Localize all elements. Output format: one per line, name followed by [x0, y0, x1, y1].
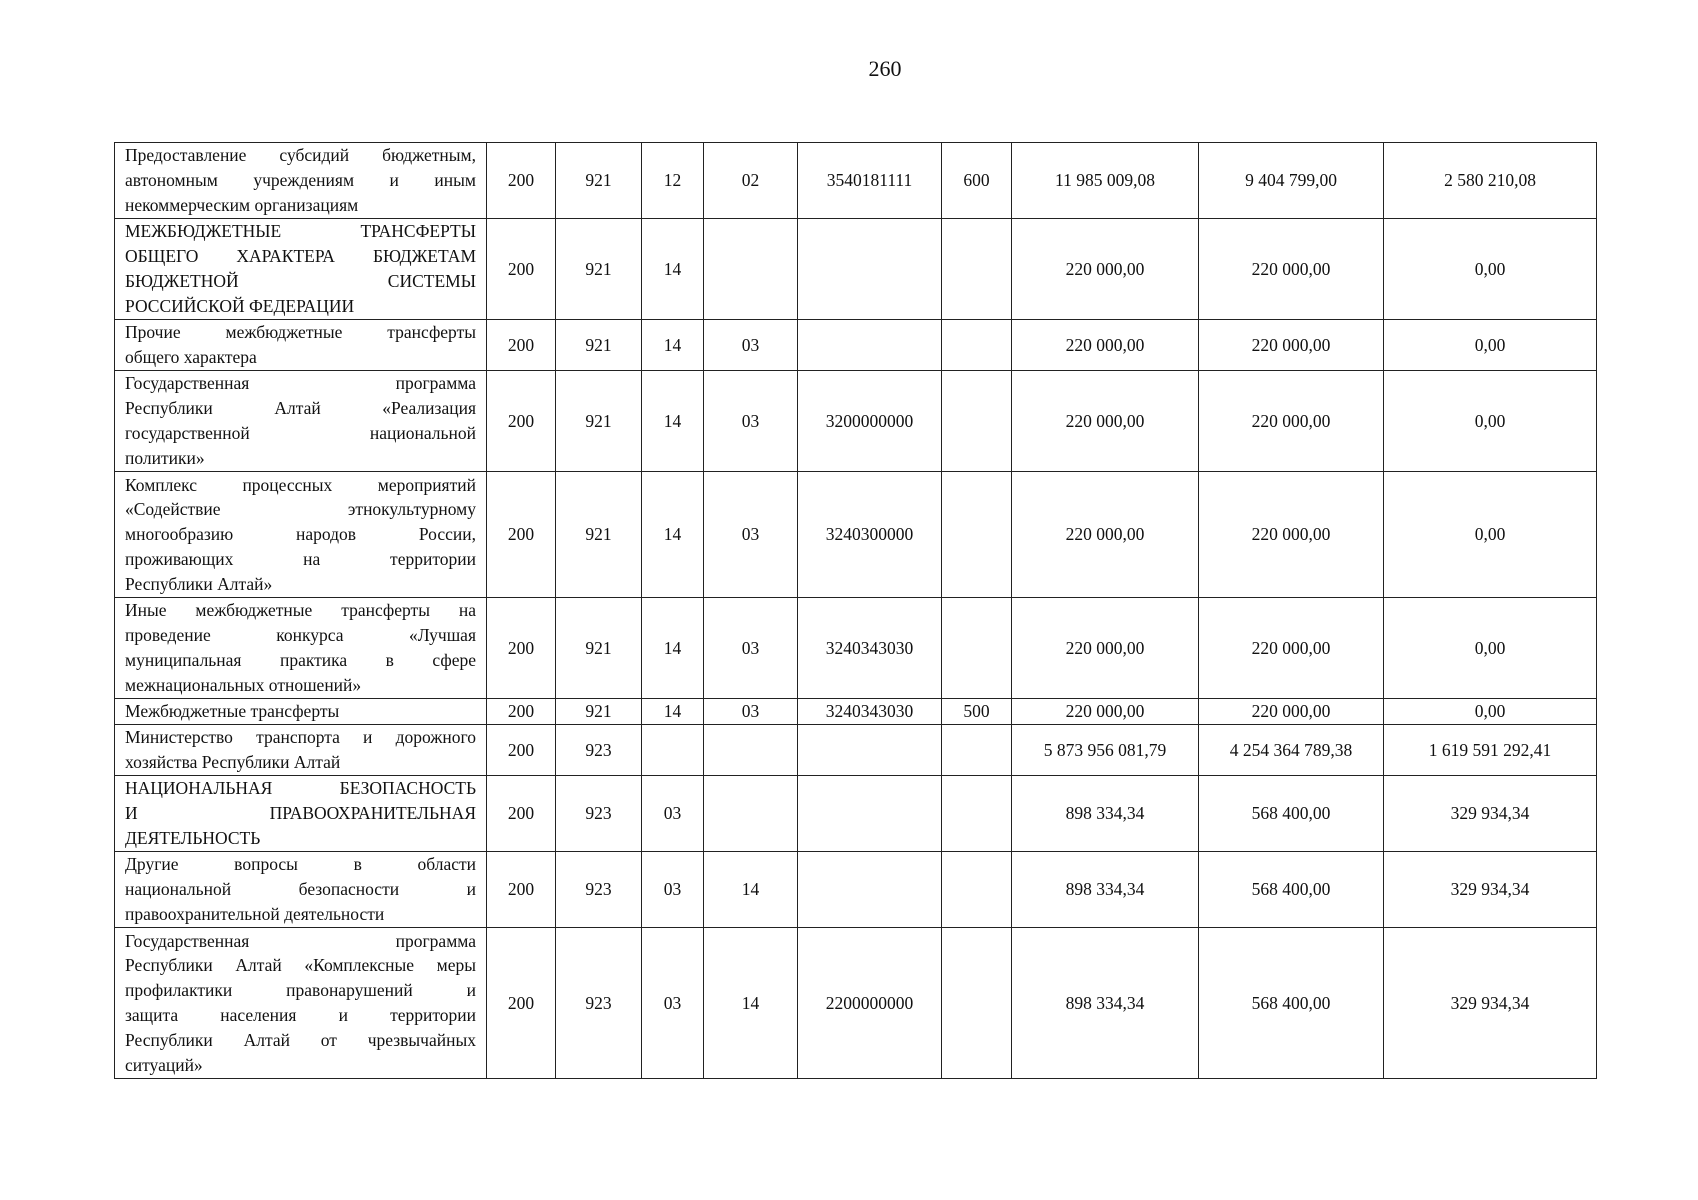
sum1-cell: 220 000,00 — [1012, 219, 1199, 320]
sum1-cell: 11 985 009,08 — [1012, 143, 1199, 219]
section-cell: 12 — [642, 143, 704, 219]
vr-cell — [942, 472, 1012, 598]
name-cell — [115, 699, 487, 725]
table-row — [115, 320, 1597, 371]
table-row — [115, 699, 1597, 725]
name-line: проведение конкурса «Лучшая — [125, 625, 476, 646]
subsection-cell: 03 — [704, 320, 798, 371]
section-cell — [642, 725, 704, 776]
name-line: ситуаций» — [125, 1054, 203, 1075]
name-line: Министерство транспорта и дорожного — [125, 727, 476, 748]
grbs-cell: 923 — [556, 928, 642, 1079]
section-cell: 14 — [642, 699, 704, 725]
name-cell — [115, 776, 487, 852]
sum2-cell: 9 404 799,00 — [1199, 143, 1384, 219]
grbs-cell: 923 — [556, 725, 642, 776]
target-cell: 3240300000 — [798, 472, 942, 598]
sum3-cell: 0,00 — [1384, 320, 1597, 371]
name-line: Республики Алтай «Реализация — [125, 398, 476, 419]
vr-cell — [942, 852, 1012, 928]
name-line: хозяйства Республики Алтай — [125, 752, 341, 772]
table-row — [115, 598, 1597, 699]
subsection-cell: 03 — [704, 472, 798, 598]
name-line: Иные межбюджетные трансферты на — [125, 600, 476, 621]
name-cell — [115, 143, 487, 219]
code-cell: 200 — [487, 320, 556, 371]
name-cell — [115, 928, 487, 1079]
sum2-cell: 220 000,00 — [1199, 598, 1384, 699]
name-cell — [115, 852, 487, 928]
sum3-cell: 0,00 — [1384, 371, 1597, 472]
sum2-cell: 4 254 364 789,38 — [1199, 725, 1384, 776]
sum3-cell: 329 934,34 — [1384, 776, 1597, 852]
target-cell: 3240343030 — [798, 598, 942, 699]
name-line: профилактики правонарушений и — [125, 980, 476, 1001]
section-cell: 03 — [642, 776, 704, 852]
code-cell: 200 — [487, 598, 556, 699]
sum3-cell: 2 580 210,08 — [1384, 143, 1597, 219]
table-row — [115, 371, 1597, 472]
sum1-cell: 220 000,00 — [1012, 472, 1199, 598]
target-cell: 2200000000 — [798, 928, 942, 1079]
sum1-cell: 898 334,34 — [1012, 852, 1199, 928]
name-line: многообразию народов России, — [125, 524, 476, 545]
sum3-cell: 0,00 — [1384, 598, 1597, 699]
subsection-cell: 03 — [704, 598, 798, 699]
sum1-cell: 220 000,00 — [1012, 699, 1199, 725]
vr-cell — [942, 598, 1012, 699]
sum2-cell: 220 000,00 — [1199, 219, 1384, 320]
grbs-cell: 921 — [556, 143, 642, 219]
grbs-cell: 921 — [556, 219, 642, 320]
sum3-cell: 0,00 — [1384, 699, 1597, 725]
sum1-cell: 220 000,00 — [1012, 598, 1199, 699]
section-cell: 03 — [642, 928, 704, 1079]
name-line: РОССИЙСКОЙ ФЕДЕРАЦИИ — [125, 295, 355, 316]
grbs-cell: 923 — [556, 776, 642, 852]
name-line: государственной национальной — [125, 423, 476, 443]
table-row — [115, 852, 1597, 928]
subsection-cell: 14 — [704, 928, 798, 1079]
name-line: НАЦИОНАЛЬНАЯ БЕЗОПАСНОСТЬ — [125, 778, 476, 799]
name-line: И ПРАВООХРАНИТЕЛЬНАЯ — [125, 803, 476, 824]
grbs-cell: 921 — [556, 371, 642, 472]
name-line: Государственная программа — [125, 373, 476, 394]
table-body — [115, 143, 1597, 1079]
subsection-cell — [704, 776, 798, 852]
sum1-cell: 220 000,00 — [1012, 371, 1199, 472]
vr-cell — [942, 725, 1012, 776]
grbs-cell: 923 — [556, 852, 642, 928]
name-line: Межбюджетные трансферты — [125, 701, 340, 722]
sum1-cell: 220 000,00 — [1012, 320, 1199, 371]
name-cell — [115, 320, 487, 371]
code-cell: 200 — [487, 725, 556, 776]
sum2-cell: 220 000,00 — [1199, 472, 1384, 598]
vr-cell — [942, 320, 1012, 371]
code-cell: 200 — [487, 852, 556, 928]
subsection-cell: 14 — [704, 852, 798, 928]
grbs-cell: 921 — [556, 472, 642, 598]
target-cell: 3200000000 — [798, 371, 942, 472]
name-line: проживающих на территории — [125, 548, 476, 569]
name-line: общего характера — [125, 347, 257, 367]
name-line: политики» — [125, 447, 205, 468]
name-line: Республики Алтай от чрезвычайных — [125, 1029, 476, 1050]
sum1-cell: 898 334,34 — [1012, 776, 1199, 852]
sum2-cell: 568 400,00 — [1199, 928, 1384, 1079]
vr-cell — [942, 928, 1012, 1079]
vr-cell — [942, 219, 1012, 320]
name-line: муниципальная практика в сфере — [125, 650, 476, 670]
target-cell: 3240343030 — [798, 699, 942, 725]
table-row — [115, 725, 1597, 776]
name-line: «Содействие этнокультурному — [125, 499, 476, 520]
table-row — [115, 776, 1597, 852]
section-cell: 14 — [642, 598, 704, 699]
code-cell: 200 — [487, 699, 556, 725]
vr-cell — [942, 371, 1012, 472]
sum1-cell: 5 873 956 081,79 — [1012, 725, 1199, 776]
name-line: Предоставление субсидий бюджетным, — [125, 145, 476, 166]
subsection-cell — [704, 725, 798, 776]
sum3-cell: 329 934,34 — [1384, 852, 1597, 928]
section-cell: 14 — [642, 320, 704, 371]
target-cell — [798, 320, 942, 371]
vr-cell: 500 — [942, 699, 1012, 725]
name-cell — [115, 472, 487, 598]
subsection-cell — [704, 219, 798, 320]
name-line: Другие вопросы в области — [125, 854, 476, 875]
section-cell: 14 — [642, 219, 704, 320]
name-line: ОБЩЕГО ХАРАКТЕРА БЮДЖЕТАМ — [125, 246, 476, 267]
name-cell — [115, 598, 487, 699]
grbs-cell: 921 — [556, 598, 642, 699]
section-cell: 14 — [642, 371, 704, 472]
target-cell: 3540181111 — [798, 143, 942, 219]
name-line: некоммерческим организациям — [125, 194, 359, 215]
table-row — [115, 928, 1597, 1079]
vr-cell — [942, 776, 1012, 852]
code-cell: 200 — [487, 219, 556, 320]
section-cell: 03 — [642, 852, 704, 928]
sum3-cell: 0,00 — [1384, 472, 1597, 598]
sum2-cell: 220 000,00 — [1199, 699, 1384, 725]
table-row — [115, 219, 1597, 320]
name-line: Республики Алтай» — [125, 573, 273, 594]
name-line: Комплекс процессных мероприятий — [125, 474, 476, 495]
page-number: 260 — [868, 56, 902, 81]
grbs-cell: 921 — [556, 699, 642, 725]
sum3-cell: 0,00 — [1384, 219, 1597, 320]
name-line: межнациональных отношений» — [125, 674, 362, 695]
name-line: Государственная программа — [125, 930, 476, 951]
target-cell — [798, 219, 942, 320]
name-line: Прочие межбюджетные трансферты — [125, 322, 476, 343]
grbs-cell: 921 — [556, 320, 642, 371]
table-row — [115, 143, 1597, 219]
sum3-cell: 329 934,34 — [1384, 928, 1597, 1079]
code-cell: 200 — [487, 776, 556, 852]
subsection-cell: 02 — [704, 143, 798, 219]
vr-cell: 600 — [942, 143, 1012, 219]
code-cell: 200 — [487, 472, 556, 598]
name-line: МЕЖБЮДЖЕТНЫЕ ТРАНСФЕРТЫ — [125, 221, 476, 242]
sum3-cell: 1 619 591 292,41 — [1384, 725, 1597, 776]
section-cell: 14 — [642, 472, 704, 598]
sum2-cell: 568 400,00 — [1199, 852, 1384, 928]
code-cell: 200 — [487, 143, 556, 219]
target-cell — [798, 725, 942, 776]
code-cell: 200 — [487, 928, 556, 1079]
sum2-cell: 220 000,00 — [1199, 320, 1384, 371]
table-row — [115, 472, 1597, 598]
target-cell — [798, 852, 942, 928]
subsection-cell: 03 — [704, 371, 798, 472]
sum2-cell: 568 400,00 — [1199, 776, 1384, 852]
name-line: БЮДЖЕТНОЙ СИСТЕМЫ — [125, 271, 476, 291]
sum1-cell: 898 334,34 — [1012, 928, 1199, 1079]
name-line: национальной безопасности и — [125, 879, 476, 900]
target-cell — [798, 776, 942, 852]
name-line: автономным учреждениям и иным — [125, 170, 476, 191]
code-cell: 200 — [487, 371, 556, 472]
name-line: правоохранительной деятельности — [125, 903, 385, 924]
name-line: ДЕЯТЕЛЬНОСТЬ — [125, 827, 261, 848]
budget-table — [114, 142, 1597, 1079]
name-line: защита населения и территории — [125, 1005, 476, 1025]
sum2-cell: 220 000,00 — [1199, 371, 1384, 472]
name-line: Республики Алтай «Комплексные меры — [125, 955, 476, 976]
name-cell — [115, 219, 487, 320]
name-cell — [115, 725, 487, 776]
subsection-cell: 03 — [704, 699, 798, 725]
name-cell — [115, 371, 487, 472]
